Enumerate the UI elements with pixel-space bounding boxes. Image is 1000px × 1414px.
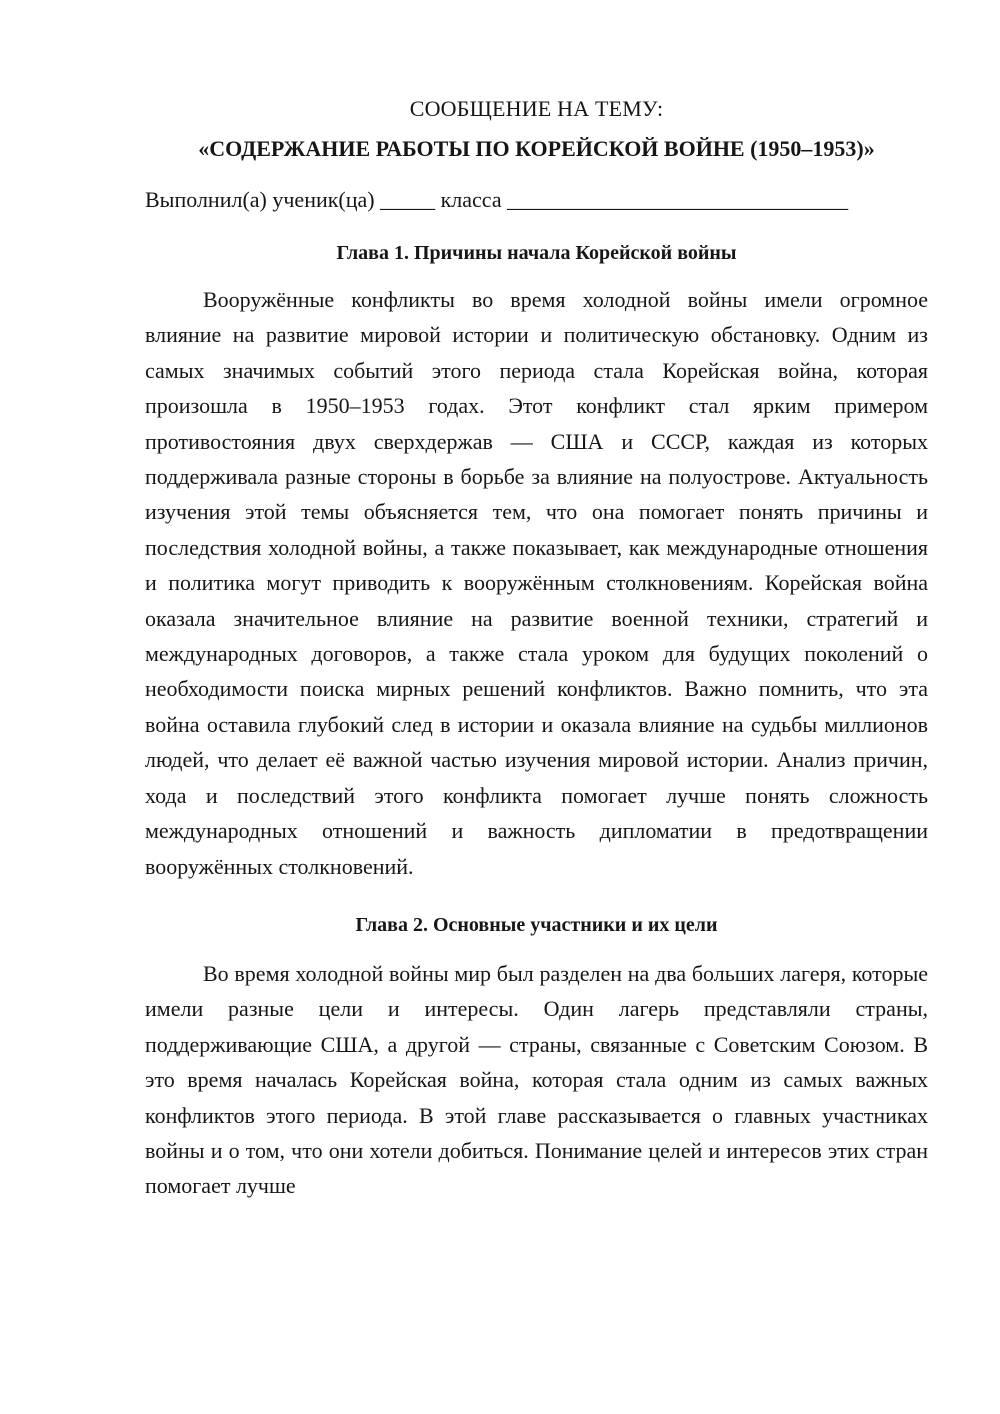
document-page xyxy=(145,92,928,1204)
chapter-2-title: Глава 2. Основные участники и их цели xyxy=(355,913,718,936)
author-line: Выполнил(а) ученик(ца) _____ класса _______________________________ xyxy=(145,187,849,212)
document-subtitle: «СОДЕРЖАНИЕ РАБОТЫ ПО КОРЕЙСКОЙ ВОЙНЕ (1950–1953)» xyxy=(198,136,875,161)
chapter-1-paragraph: Вооружённые конфликты во время холодной войны имели огромное влияние на развитие мировой истории и политическую обстановку. Одним из самых значимых событий этого периода стала Корейская война, которая произошла в 1950–1953 годах. Этот конфликт стал ярким примером противостояния двух сверхдержав — США и СССР, каждая из которых поддерживала разные стороны в борьбе за влияние на полуострове. Актуальность изучения этой темы объясняется тем, что она помогает понять причины и последствия холодной войны, а также показывает, как международные отношения и политика могут приводить к вооружённым столкновениям. Корейская война оказала значительное влияние на развитие военной техники, стратегий и международных договоров, а также стала уроком для будущих поколений о необходимости поиска мирных решений конфликтов. Важно помнить, что эта война оставила глубокий след в истории и оказала влияние на судьбы миллионов людей, что делает её важной частью изучения мировой истории. Анализ причин, хода и последствий этого конфликта помогает лучше понять сложность международных отношений и важность дипломатии в предотвращении вооружённых столкновений. xyxy=(145,287,928,879)
chapter-1-title: Глава 1. Причины начала Корейской войны xyxy=(336,242,737,264)
document-title: СООБЩЕНИЕ НА ТЕМУ: xyxy=(409,96,664,121)
chapter-2-paragraph: Во время холодной войны мир был разделен на два больших лагеря, которые имели разные цели и интересы. Один лагерь представляли страны, поддерживающие США, а другой — страны, связанные с Советским Союзом. В это время началась Корейская война, которая стала одним из самых важных конфликтов этого периода. В этой главе рассказывается о главных участниках войны и о том, что они хотели добиться. Понимание целей и интересов этих стран помогает лучше xyxy=(145,960,928,1199)
